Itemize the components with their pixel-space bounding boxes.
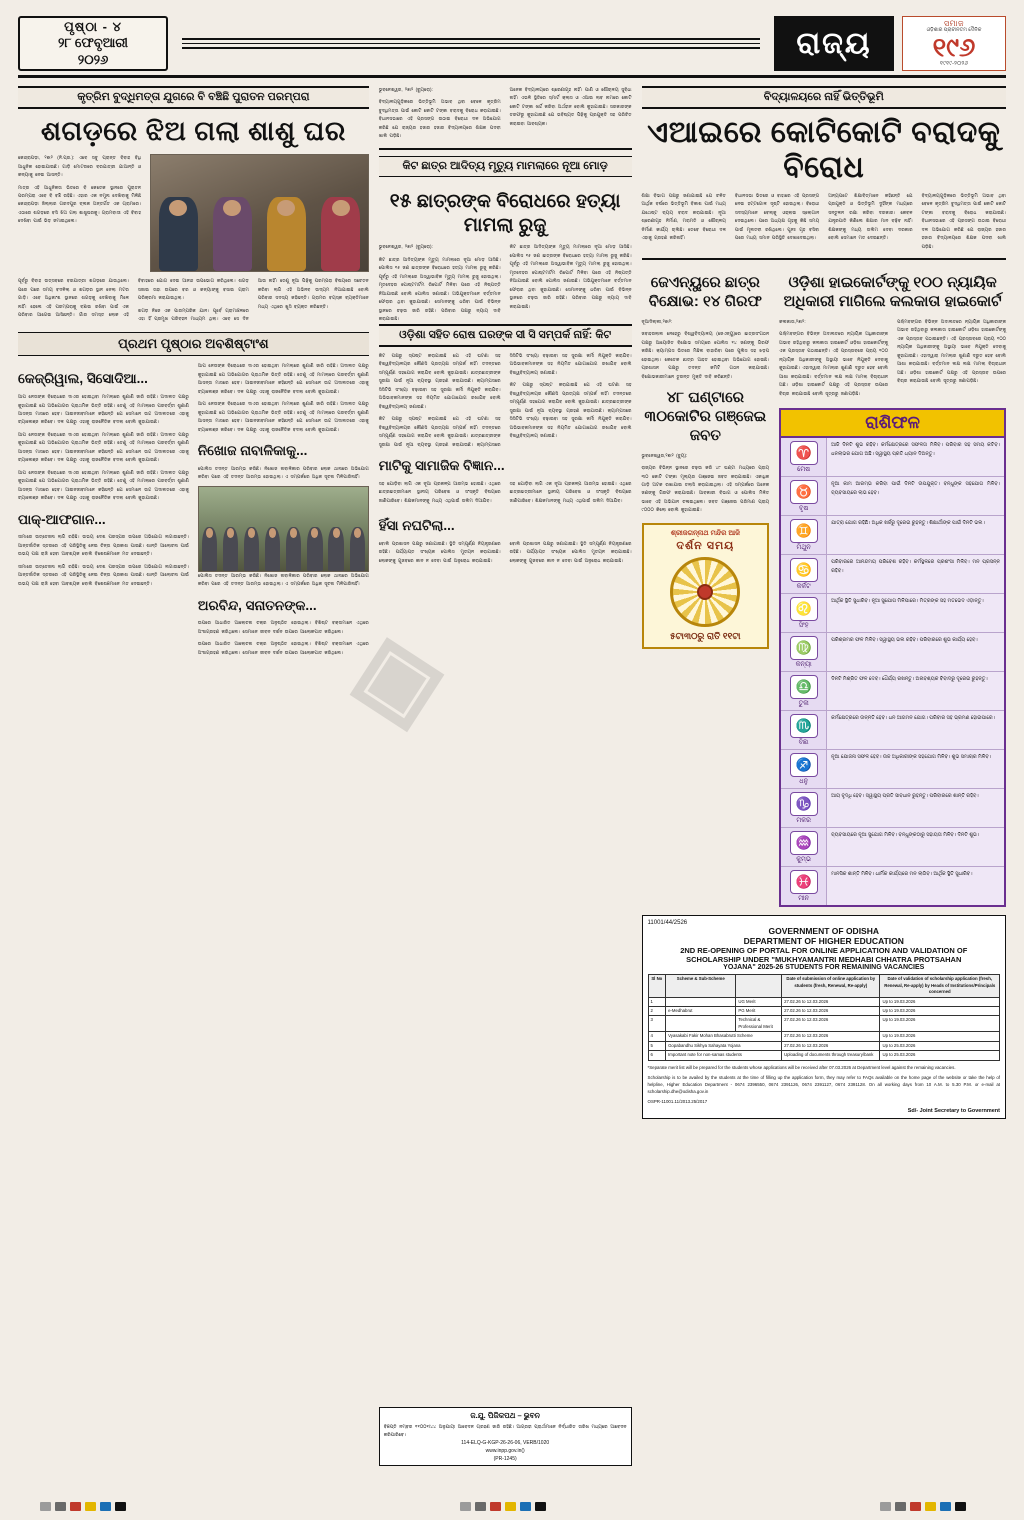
masthead-rule bbox=[176, 16, 766, 71]
aries-icon bbox=[781, 438, 827, 476]
cell bbox=[666, 997, 736, 1006]
sign-name: ବୃଷ bbox=[799, 505, 809, 513]
mid-story-0-dateline: ଭୁବନେଶ୍ୱର, ୨୭ା୨ (ବ୍ୟୁରୋ): bbox=[378, 244, 433, 250]
color-registration-bars bbox=[0, 1500, 1024, 1516]
cell: Up to 25.03.2026 bbox=[880, 1041, 1000, 1050]
col-header-3: Date of submission of online application by students (fresh, Renewal, Re-apply) bbox=[782, 975, 880, 997]
cell: e-Medhabrut bbox=[666, 1007, 736, 1016]
aquarius-icon bbox=[781, 828, 827, 866]
cell: Up to 19.03.2026 bbox=[880, 1016, 1000, 1032]
sign-name: ମିଥୁନ bbox=[796, 544, 811, 552]
ad-id: 11001/44/2526 bbox=[647, 920, 688, 927]
sign-name: ବିଛା bbox=[798, 739, 809, 747]
sign-name: ସିଂହ bbox=[798, 622, 809, 630]
sign-name: ତୁଳା bbox=[798, 700, 809, 708]
lead-left-para-1: ପୂର୍ବରୁ ବିବାହ ଉତ୍ସବରେ ବରଯାତ୍ରୀ ଶଗଡ଼ରେ ଯାଉଥିଲେ। ପରେ ପରେ ସମୟ ବଦଳିଲା ଓ ଶଗଡ଼ର ସ୍ଥାନ ନେଲା ମଟର ଗାଡ଼ି। ଏବେ ଅଧିକାଂଶ ସ୍ଥାନରେ ଶଗଡ଼କୁ ଦେଖିବାକୁ ମିଳେ ନାହିଁ। ହେଲେ ଏହି ପରମ୍ପରାକୁ ବଞ୍ଚାଇ ରଖିବା ପାଇଁ ଏକ ପରିବାର ଆଗେଇ ଆସିଛନ୍ତି। ଗାଁର ସମସ୍ତ ଲୋକ ଏହି ବିବାହରେ ଯୋଗ ଦେଇ ଆନନ୍ଦ ଉପଭୋଗ କରିଥିଲେ। ଶଗଡ଼ ସଜାଇ ତାହା ଉପରେ ବର ଓ କନ୍ୟାଙ୍କୁ ବସାଇ ଗ୍ରାମ ପରିକ୍ରମା କରାଯାଇଥିଲା। bbox=[18, 278, 249, 317]
continued-text-0c: ଆପ ନେତାଙ୍କ ବିରୋଧରେ ଦାଏର ହୋଇଥିବା ମାମଲାରେ ଶୁଣାଣି ଜାରି ରହିଛି। ଅଦାଲତ ପକ୍ଷରୁ କୁହାଯାଇଛି ଯେ ଅଭିଯୋଗର ପ୍ରାଥମିକ ଭିତ୍ତି ରହିଛି। ତେଣୁ ଏହି ମାମଲାରେ ପରବର୍ତ୍ତୀ ଶୁଣାଣି ଆସନ୍ତା ମାସରେ ହେବ। ଆଇନଜୀବୀମାନେ କହିଛନ୍ତି ଯେ ସେମାନେ ଉଚ୍ଚ ଅଦାଲତରେ ଏହାକୁ ଚ୍ୟାଲେଞ୍ଜ କରିବେ। ଦଳ ପକ୍ଷରୁ ଏହାକୁ ରାଜନୈତିକ ବଦଲା ବୋଲି କୁହାଯାଇଛି। bbox=[18, 469, 189, 501]
ad-title-line1: 2ND RE-OPENING OF PORTAL FOR ONLINE APPLICATION AND VALIDATION OF bbox=[680, 946, 968, 956]
sagittarius-glyph: ♐ bbox=[790, 753, 818, 777]
lead-right-para-3: ବିଧାନସଭା ଭିତରେ ଓ ବାହାରେ ଏହି ପ୍ରସଙ୍ଗ ନେଇ ହଟ୍ଟଗୋଳ ସୃଷ୍ଟି ହୋଇଥିଲା। ବିରୋଧୀ ସଦସ୍ୟମାନେ ବେଲ୍‌କୁ ଓହ୍ଲାଇ ସ୍ଲୋଗାନ ଦେଇଥିଲେ। ପରେ ଅଧ୍ୟକ୍ଷ ଗୃହକୁ କିଛି ସମୟ ପାଇଁ ମୂଲତବୀ ରଖିଥିଲେ। ପୁନଃ ଗୃହ ବସିବା ପରେ ମଧ୍ୟ ସମାନ ପରିସ୍ଥିତି ଦେଖାଦେଇଥିଲା। bbox=[734, 193, 820, 241]
horoscope-title: ରାଶିଫଳ bbox=[781, 410, 1004, 438]
ad-signature: Sd/- Joint Secretary to Government bbox=[907, 1107, 1000, 1114]
sign-text: ନୂଆ କାମ ଆରମ୍ଭ କରିବା ପାଇଁ ଦିନଟି ଉପଯୁକ୍ତ। ବନ୍ଧୁଙ୍କ ସହଯୋଗ ମିଳିବ। ବ୍ୟବସାୟରେ ଲାଭ ହେବ। bbox=[831, 481, 1000, 496]
table-row bbox=[648, 1041, 999, 1050]
continued-title-2: ପାକ୍‌-ଆଫଗାନ... bbox=[18, 511, 106, 527]
section-title: ରାଜ୍ୟ bbox=[774, 16, 894, 71]
lead-left-dateline: କେନ୍ଦ୍ରାପଡ଼ା, ୨୭ା୨ (ନି.ପ୍ର.): ଏବେ ସବୁ ପ୍ରାନ୍ତ ବିବାହ ବିଧି ଆଧୁନିକ ହୋଇଯାଇଛି। ଗାଡ଼ି ମୋଟରରେ ବରଯାତ୍ରୀ ଯାଆନ୍ତି ଓ କନ୍ୟାକୁ ନେଇ ଆସନ୍ତି। bbox=[18, 155, 142, 178]
cell: 27.02.26 to 12.03.2026 bbox=[782, 1032, 880, 1041]
small-ad bbox=[379, 1407, 632, 1466]
cell: PG Merit bbox=[736, 1007, 782, 1016]
ad-schedule-table bbox=[648, 974, 1000, 1060]
sign-name: କନ୍ୟା bbox=[795, 661, 812, 669]
libra-icon bbox=[781, 672, 827, 710]
ad-title-line3: YOJANA" 2025-26 STUDENTS FOR REMAINING VACANCIES bbox=[723, 964, 925, 972]
leo-icon bbox=[781, 594, 827, 632]
sign-text: କର୍ମକ୍ଷେତ୍ରରେ ଉନ୍ନତି ହେବ। ଧନ ଆଗମନ ଯୋଗ। ପରିବାର ସହ ଭ୍ରମଣ ହୋଇପାରେ। bbox=[831, 715, 995, 722]
continued-text-1: ପୋଲିସ ତଦନ୍ତ ଆରମ୍ଭ କରିଛି। ନିଖୋଜ ନାବାଳିକାର ପରିବାର ଲୋକ ଥାନାରେ ଅଭିଯୋଗ କରିବା ପରେ ଏହି ତଦନ୍ତ ଆରମ୍ଭ ହୋଇଥିଲା। ଏ ସମ୍ପର୍କରେ ଅଧିକ ସୂଚନା ମିଳିପାରିନାହିଁ। bbox=[197, 465, 369, 480]
lead-right-para-2: ଶିକ୍ଷା ବିଭାଗ ପକ୍ଷରୁ ଜଣାଯାଇଛି ଯେ ଚଳିତ ଆର୍ଥିକ ବର୍ଷରେ ଭିତ୍ତିଭୂମି ବିକାଶ ପାଇଁ ମଧ୍ୟ ଯଥେଷ୍ଟ ବ୍ୟୟ ବରାଦ କରାଯାଇଛି। ନୂଆ ଶ୍ରେଣୀଗୃହ ନିର୍ମାଣ, ମରାମତି ଓ ଶୌଚାଳୟ ନିର୍ମାଣ କାର୍ଯ୍ୟ ଚାଲିଛି। ତେବେ ବିରୋଧୀ ଦଳ ଏହାକୁ ଗ୍ରହଣ କରିନାହିଁ। bbox=[641, 193, 726, 241]
mid-story-1-text-c: କିଟ ପକ୍ଷରୁ ସ୍ପଷ୍ଟ କରାଯାଇଛି ଯେ ଏହି ଘଟଣା ସହ ବିଶ୍ୱବିଦ୍ୟାଳୟର କୌଣସି ପ୍ରତ୍ୟକ୍ଷ ସମ୍ପର୍କ ନାହିଁ। ତଦନ୍ତରେ ସମ୍ପୂର୍ଣ୍ଣ ସହଯୋଗ କରାଯିବ ବୋଲି କୁହାଯାଇଛି। ଛାତ୍ରଛାତ୍ରୀଙ୍କ ସୁରକ୍ଷା ପାଇଁ ନୂଆ ବ୍ୟବସ୍ଥା ଗ୍ରହଣ କରାଯାଉଛି। କ୍ୟାମ୍ପସରେ ସିସିଟିଭି ସଂଖ୍ୟା ବଢ଼ାଇବା ସହ ସୁରକ୍ଷା କର୍ମୀ ନିଯୁକ୍ତି କରାଯିବ। ଅଭିଭାବକମାନଙ୍କ ସହ ନିୟମିତ ଯୋଗାଯୋଗ ରଖାଯିବ ବୋଲି ବିଶ୍ୱବିଦ୍ୟାଳୟ ଜଣାଇଛି। bbox=[509, 382, 632, 439]
cell: 5 bbox=[648, 1041, 666, 1050]
mid-story-2-text-b: ସହ ଯୋଡ଼ିବା ଲାଗି ଏକ ନୂଆ ପ୍ରକଳ୍ପ ଆରମ୍ଭ ହୋଇଛି। ଏଥିରେ ଛାତ୍ରଛାତ୍ରୀମାନେ ସ୍ଥାନୀୟ ପରିବେଶ ଓ ସଂସ୍କୃତି ବିଷୟରେ ଜାଣିପାରିବେ। ଶିକ୍ଷକମାନଙ୍କୁ ମଧ୍ୟ ଏଥିପାଇଁ ତାଲିମ ଦିଆଯିବ। bbox=[509, 480, 632, 503]
ad-note-2: Scholarship is to be availed by the students at the time of filling up the application form, they may refer to FAQs available on the home page of the website or take the help of helpline, Higher Education Department - 0674 2396550, 0674 2391126, 0674 2391127, 0674 2391128. On all working days from 10 A.M. to 5.30 P.M. or e-mail at scholarship.dhe@odisha.gov.in bbox=[647, 1074, 1000, 1094]
col3-story-0-dateline: ନୂଆଦିଲ୍ଲୀ,୨୭ା୨: bbox=[641, 318, 673, 324]
sign-text: ନୂଆ ଯୋଜନା ସଫଳ ହେବ। ଉଚ୍ଚ ଅଧିକାରୀଙ୍କ ସହଯୋଗ ମିଳିବ। ଶୁଭ ସମାଚାର ମିଳିବ। bbox=[831, 754, 992, 761]
page-number-label: ପୃଷ୍ଠା - ୪ bbox=[64, 19, 122, 35]
temple-timing-box bbox=[642, 523, 770, 649]
lead-right-col-2: ଅନେକ ବିଦ୍ୟାଳୟରେ ଶ୍ରେଣୀଗୃହ ନାହିଁ। ପାଣି ଓ ଶୌଚାଳୟ ସୁବିଧା ନାହିଁ। ଏଭଳି ସ୍ଥିତିରେ ସ୍ମାର୍ଟ କ୍ଲାସ ଓ ଏଆଇ ଲାବ ନାମରେ କୋଟି କୋଟି ଟଙ୍କା ଖର୍ଚ୍ଚ କରିବା ଅର୍ଥହୀନ ବୋଲି କୁହାଯାଇଛି। ସରକାରଙ୍କ ତରଫରୁ କୁହାଯାଇଛି ଯେ ଭବିଷ୍ୟତ ପିଢ଼ିକୁ ପ୍ରଯୁକ୍ତି ସହ ପରିଚିତ କରାଇବା ଆବଶ୍ୟକ। bbox=[509, 87, 632, 126]
small-ad-site: www.inpp.gov.in() bbox=[485, 1448, 525, 1454]
cell: Technical & Professional Merit bbox=[736, 1016, 782, 1032]
lead-photo-wedding bbox=[150, 154, 369, 272]
page-date-block bbox=[18, 16, 168, 71]
lead-right-col-0: ଭୁବନେଶ୍ୱର, ୨୭ା୨ (ବ୍ୟୁରୋ): bbox=[378, 87, 433, 92]
cell: 1 bbox=[648, 997, 666, 1006]
logo-tagline: ଓଡ଼ିଶାର ପ୍ରାଚୀନତମ ଦୈନିକ bbox=[926, 27, 982, 34]
capricorn-glyph: ♑ bbox=[790, 792, 818, 816]
masthead bbox=[18, 16, 1006, 78]
leo-glyph: ♌ bbox=[790, 597, 818, 621]
mid-story-2-text: ସହ ଯୋଡ଼ିବା ଲାଗି ଏକ ନୂଆ ପ୍ରକଳ୍ପ ଆରମ୍ଭ ହୋଇଛି। ଏଥିରେ ଛାତ୍ରଛାତ୍ରୀମାନେ ସ୍ଥାନୀୟ ପରିବେଶ ଓ ସଂସ୍କୃତି ବିଷୟରେ ଜାଣିପାରିବେ। ଶିକ୍ଷକମାନଙ୍କୁ ମଧ୍ୟ ଏଥିପାଇଁ ତାଲିମ ଦିଆଯିବ। bbox=[378, 480, 501, 503]
content-grid bbox=[18, 86, 1006, 1466]
horoscope-row bbox=[781, 633, 1004, 672]
lead-right-para-4: ଅନ୍ୟପଟେ ଶିକ୍ଷାବିତ୍‌ମାନେ କହିଛନ୍ତି ଯେ ପ୍ରଯୁକ୍ତି ଓ ଭିତ୍ତିଭୂମି ଦୁହିଁଙ୍କ ମଧ୍ୟରେ ସନ୍ତୁଳନ ରକ୍ଷା କରିବା ଦରକାର। କେବଳ ଯନ୍ତ୍ରପାତି କିଣିଲେ ଶିକ୍ଷାର ମାନ ବଢ଼ିବ ନାହିଁ। ଶିକ୍ଷକଙ୍କୁ ମଧ୍ୟ ତାଲିମ ଦେବା ଦରକାର ବୋଲି ସେମାନେ ମତ ଦେଇଛନ୍ତି। bbox=[828, 193, 913, 241]
libra-glyph: ♎ bbox=[790, 675, 818, 699]
publication-date: ୨୮ ଫେବୃଆରୀ bbox=[57, 35, 128, 51]
cell: Up to 19.03.2026 bbox=[880, 1032, 1000, 1041]
column-left bbox=[18, 86, 369, 1466]
table-row bbox=[648, 1007, 999, 1016]
temple-box-line1: ଶ୍ରୀଜଗନ୍ନାଥ ମନ୍ଦିର ଆଜି bbox=[670, 529, 740, 537]
continued-text-1b: ପୋଲିସ ତଦନ୍ତ ଆରମ୍ଭ କରିଛି। ନିଖୋଜ ନାବାଳିକାର ପରିବାର ଲୋକ ଥାନାରେ ଅଭିଯୋଗ କରିବା ପରେ ଏହି ତଦନ୍ତ ଆରମ୍ଭ ହୋଇଥିଲା। ଏ ସମ୍ପର୍କରେ ଅଧିକ ସୂଚନା ମିଳିପାରିନାହିଁ। bbox=[197, 572, 369, 587]
sign-text: ଦିନଟି ମିଶ୍ରିତ ଫଳ ଦେବ। ଧୈର୍ଯ୍ୟ ରଖନ୍ତୁ। ଅନାବଶ୍ୟକ ବିବାଦରୁ ଦୂରେଇ ରୁହନ୍ତୁ। bbox=[831, 676, 988, 683]
lead-left-para-0: ମାତ୍ର ଏହି ଆଧୁନିକତା ଭିତରେ ବି କେତେକ ସ୍ଥାନରେ ପୁରାତନ ପରମ୍ପରା ଏବେ ବି ବଞ୍ଚି ରହିଛି। ଏହାର ଏକ ନମୁନା ଦେଖିବାକୁ ମିଳିଛି କେନ୍ଦ୍ରାପଡ଼ା ଜିଲ୍ଲାର ଗରଦପୁର ବ୍ଲକ ଅନ୍ତର୍ଗତ ଏକ ଗ୍ରାମରେ। ଏଠାରେ ଶଗଡ଼ରେ ବସି ଝିଅ ଗଲା ଶାଶୁଘରକୁ। ଗ୍ରାମବାସୀ ଏହି ବିବାହ ଦେଖିବା ପାଇଁ ଭିଡ଼ ଜମାଇଥିଲେ। bbox=[18, 184, 142, 224]
small-ad-ref: (PR-1245) bbox=[493, 1456, 517, 1462]
logo-years: ୧୯୧୯-୨୦୨୬ bbox=[939, 60, 969, 67]
scorpio-glyph: ♏ bbox=[790, 714, 818, 738]
continued-title-3: ଅରବିନ୍ଦ, ସନାତନଙ୍କ... bbox=[197, 597, 317, 613]
horoscope-panel bbox=[779, 408, 1006, 907]
cell: 27.02.26 to 12.03.2026 bbox=[782, 1041, 880, 1050]
col3-story-2-text-b: ପଶ୍ଚିମବଙ୍ଗର ବିଭିନ୍ନ ଅଦାଲତରେ ନ୍ୟାୟିକ ଅଧିକାରୀଙ୍କ ଅଭାବ ରହିଥିବାରୁ କଲକାତା ହାଇକୋର୍ଟ ଓଡ଼ିଶା ହାଇକୋର୍ଟଙ୍କୁ ଏକ ପ୍ରସ୍ତାବ ପଠାଇଛନ୍ତି। ଏହି ପ୍ରସ୍ତାବରେ ପ୍ରାୟ ୧୦୦ ନ୍ୟାୟିକ ଅଧିକାରୀଙ୍କୁ ଅସ୍ଥାୟୀ ଭାବେ ନିଯୁକ୍ତି ଦେବାକୁ କୁହାଯାଇଛି। ଏହାଦ୍ୱାରା ମାମଲାର ଶୁଣାଣି ଦ୍ରୁତ ହେବ ବୋଲି ଆଶା କରାଯାଉଛି। ବର୍ତ୍ତମାନ ଲକ୍ଷ ଲକ୍ଷ ମାମଲା ବିଚାରାଧୀନ ଅଛି। ଓଡ଼ିଶା ହାଇକୋର୍ଟ ପକ୍ଷରୁ ଏହି ପ୍ରସ୍ତାବ ଉପରେ ବିଚାର କରାଯାଉଛି ବୋଲି ସୂତ୍ରରୁ ଜଣାପଡ଼ିଛି। bbox=[897, 318, 1006, 384]
cancer-icon bbox=[781, 555, 827, 593]
crowd-photo bbox=[198, 486, 369, 572]
mid-story-0-headline: ୧୫ ଛାତ୍ରଙ୍କ ବିରୋଧରେ ହତ୍ୟା ମାମଲା ରୁଜୁ bbox=[389, 190, 621, 236]
publication-logo bbox=[902, 16, 1006, 71]
ad-note-1: *Separate merit list will be prepared for the students whose applications will be received after 07.03.2026 at Department level against the remaining vacancies. bbox=[647, 1064, 956, 1070]
mid-story-3-text-b: ବୋଲି ପ୍ରଶାସନ ପକ୍ଷରୁ ଜଣାଯାଇଛି। ସ୍ଥିତି ସମ୍ପୂର୍ଣ୍ଣ ନିୟନ୍ତ୍ରଣରେ ରହିଛି। ପର୍ଯ୍ୟାପ୍ତ ସଂଖ୍ୟକ ପୋଲିସ ମୁତୟନ କରାଯାଇଛି। ଲୋକଙ୍କୁ ଗୁଜବରେ କାନ ନ ଦେବା ପାଇଁ ଅନୁରୋଧ କରାଯାଇଛି। bbox=[509, 540, 632, 563]
col3-story-2-dateline: କଲକାତା,୨୭ା୨: bbox=[779, 318, 806, 324]
continued-text-3: ଉପରେ ଆଧାରିତ ଆଲୋଚନା ଚକ୍ର ଅନୁଷ୍ଠିତ ହୋଇଥିଲା। ବିଶିଷ୍ଟ ବକ୍ତାମାନେ ଏଥିରେ ଅଂଶଗ୍ରହଣ କରିଥିଲେ। ସେମାନେ ଜୀବନ ଦର୍ଶନ ଉପରେ ଆଲୋକପାତ କରିଥିଲେ। bbox=[197, 620, 369, 634]
taurus-icon bbox=[781, 477, 827, 515]
sign-text: ଆଜି ଦିନଟି ଶୁଭ ରହିବ। କର୍ମକ୍ଷେତ୍ରରେ ସଫଳତା ମିଳିବ। ପରିବାର ସହ ସମୟ କଟିବ। ଧନଲାଭର ଯୋଗ ଅଛି। ସ୍ୱାସ୍ଥ୍ୟ ପ୍ରତି ଧ୍ୟାନ ଦିଅନ୍ତୁ। bbox=[831, 442, 1000, 457]
cell: 4 bbox=[648, 1032, 666, 1041]
mid-story-1-text-b: କିଟ ପକ୍ଷରୁ ସ୍ପଷ୍ଟ କରାଯାଇଛି ଯେ ଏହି ଘଟଣା ସହ ବିଶ୍ୱବିଦ୍ୟାଳୟର କୌଣସି ପ୍ରତ୍ୟକ୍ଷ ସମ୍ପର୍କ ନାହିଁ। ତଦନ୍ତରେ ସମ୍ପୂର୍ଣ୍ଣ ସହଯୋଗ କରାଯିବ ବୋଲି କୁହାଯାଇଛି। ଛାତ୍ରଛାତ୍ରୀଙ୍କ ସୁରକ୍ଷା ପାଇଁ ନୂଆ ବ୍ୟବସ୍ଥା ଗ୍ରହଣ କରାଯାଉଛି। କ୍ୟାମ୍ପସରେ ସିସିଟିଭି ସଂଖ୍ୟା ବଢ଼ାଇବା ସହ ସୁରକ୍ଷା କର୍ମୀ ନିଯୁକ୍ତି କରାଯିବ। ଅଭିଭାବକମାନଙ୍କ ସହ ନିୟମିତ ଯୋଗାଯୋଗ ରଖାଯିବ ବୋଲି ବିଶ୍ୱବିଦ୍ୟାଳୟ ଜଣାଇଛି। bbox=[378, 352, 632, 447]
lead-right-col-1: ବିଦ୍ୟାଳୟଗୁଡ଼ିକରେ ଭିତ୍ତିଭୂମି ଅଭାବ ଥିବା ବେଳେ କୃତ୍ରିମ ବୁଦ୍ଧିମତ୍ତା ପାଇଁ କୋଟି କୋଟି ଟଙ୍କା ବରାଦକୁ ବିରୋଧ କରାଯାଇଛି। ବିଧାନସଭାରେ ଏହି ପ୍ରସଙ୍ଗ ଉଠାଇ ବିରୋଧୀ ଦଳ ଅଭିଯୋଗ କରିଛି ଯେ ରାଜ୍ୟର ହଜାର ହଜାର ବିଦ୍ୟାଳୟରେ ଶିକ୍ଷକ ପଦବୀ ଖାଲି ପଡ଼ିଛି। bbox=[378, 99, 501, 139]
mid-story-0-text-b: କିଟ ଛାତ୍ର ଆଦିତ୍ୟଙ୍କ ମୃତ୍ୟୁ ମାମଲାରେ ନୂଆ ମୋଡ଼ ଆସିଛି। ପୋଲିସ ୧୫ ଜଣ ଛାତ୍ରଙ୍କ ବିରୋଧରେ ହତ୍ୟା ମାମଲା ରୁଜୁ କରିଛି। ପୂର୍ବରୁ ଏହି ମାମଲାରେ ଅସ୍ୱାଭାବିକ ମୃତ୍ୟୁ ମାମଲା ରୁଜୁ ହୋଇଥିଲା। ମୃତଦେହର ପୋଷ୍ଟମର୍ଟମ ରିପୋର୍ଟ ମିଳିବା ପରେ ଏହି ନିଷ୍ପତ୍ତି ନିଆଯାଇଛି ବୋଲି ପୋଲିସ ଜଣାଇଛି। ଅଭିଯୁକ୍ତମାନେ ବର୍ତ୍ତମାନ ଫେରାର ଥିବା କୁହାଯାଇଛି। ସେମାନଙ୍କୁ ଧରିବା ପାଇଁ ବିଭିନ୍ନ ସ୍ଥାନରେ ଚଢ଼ଉ ଜାରି ରହିଛି। ପରିବାର ପକ୍ଷରୁ ନ୍ୟାୟ ଦାବି କରାଯାଇଛି। bbox=[509, 244, 632, 309]
sign-text: ପରିଶ୍ରମର ଫଳ ମିଳିବ। ସ୍ୱାସ୍ଥ୍ୟ ଭଲ ରହିବ। ପରିବାରରେ ଶୁଭ କାର୍ଯ୍ୟ ହେବ। bbox=[831, 637, 978, 644]
logo-anniversary-number: ୧୯୬ bbox=[932, 31, 976, 62]
continued-text-2: ସୀମାରେ ଉତ୍ତେଜନା ଲାଗି ରହିଛି। ଉଭୟ ଦେଶ ପରସ୍ପର ଉପରେ ଅଭିଯୋଗ ଲଗାଉଛନ୍ତି। ଆନ୍ତର୍ଜାତିକ ସ୍ତରରେ ଏହି ପରିସ୍ଥିତିକୁ ନେଇ ଚିନ୍ତା ପ୍ରକାଶ ପାଇଛି। ଶାନ୍ତି ଆଲୋଚନା ପାଇଁ ଉଭୟ ପକ୍ଷ ରାଜି ହେବା ଆବଶ୍ୟକ ବୋଲି ବିଶେଷଜ୍ଞମାନେ ମତ ଦେଇଛନ୍ତି। bbox=[18, 534, 189, 557]
government-advertisement bbox=[642, 915, 1006, 1119]
small-ad-code: 114-ELQ-G-KGP-26-26-06, VERB/1020 bbox=[461, 1440, 550, 1446]
sign-name: ମେଷ bbox=[797, 466, 811, 474]
cell: 27.02.26 to 12.03.2026 bbox=[782, 1016, 880, 1032]
cell: 27.02.26 to 12.03.2026 bbox=[782, 1007, 880, 1016]
horoscope-row bbox=[781, 750, 1004, 789]
sign-name: ମକର bbox=[796, 817, 811, 825]
sign-text: ଆୟ ବୃଦ୍ଧି ହେବ। ସ୍ୱାସ୍ଥ୍ୟ ପ୍ରତି ସାବଧାନ ରୁହନ୍ତୁ। ପରିବାରରେ ଶାନ୍ତି ରହିବ। bbox=[831, 793, 979, 800]
ad-note-3: OSPR-11001.11/2013.25/2017 bbox=[647, 1098, 708, 1104]
mid-story-2-kicker: ମାଟିକୁ ସାମାଜିକ ବିଜ୍ଞାନ... bbox=[378, 458, 505, 474]
cell: Up to 19.03.2026 bbox=[880, 997, 1000, 1006]
cancer-glyph: ♋ bbox=[790, 558, 818, 582]
pisces-glyph: ♓ bbox=[790, 870, 818, 894]
col3-story-0-headline: ଜେଏନ୍‌ୟୁରେ ଛାତ୍ର ବିକ୍ଷୋଭ: ୧୪ ଗିରଫ bbox=[648, 274, 762, 311]
ad-title-line2: SCHOLARSHIP UNDER "MUKHYAMANTRI MEDHABI CHHATRA PROTSAHAN bbox=[686, 955, 962, 965]
continued-section-band: ପ୍ରଥମ ପୃଷ୍ଠାର ଅବଶିଷ୍ଟାଂଶ bbox=[18, 332, 369, 356]
cell: Up to 19.03.2026 bbox=[880, 1007, 1000, 1016]
table-row bbox=[648, 1016, 999, 1032]
lead-right-headline: ଏଆଇରେ କୋଟିକୋଟି ବରାଦକୁ ବିରୋଧ bbox=[647, 116, 1001, 184]
ad-dept: DEPARTMENT OF HIGHER EDUCATION bbox=[743, 936, 904, 947]
horoscope-row bbox=[781, 711, 1004, 750]
continued-title-1: ନିଖୋଜ ନାବାଳିକାକୁ... bbox=[197, 443, 308, 459]
horoscope-row bbox=[781, 477, 1004, 516]
table-header-row bbox=[648, 975, 999, 997]
col3-story-2-headline: ଓଡ଼ିଶା ହାଇକୋର୍ଟଙ୍କୁ ୧୦୦ ନ୍ୟାୟିକ ଅଧିକାରୀ ମାଗିଲେ କଲକାତା ହାଇକୋର୍ଟ bbox=[783, 274, 1002, 311]
small-ad-body: ବିଜ୍ଞପ୍ତି ନମ୍ବର ୧୧୦୦୧/୪୪ ଅନୁଯାୟୀ ଆବେଦନ ଗ୍ରହଣ ଜାରି ରହିଛି। ଆଗ୍ରହୀ ପ୍ରାର୍ଥୀମାନେ ନିର୍ଦ୍ଧାରିତ ତାରିଖ ମଧ୍ୟରେ ଆବେଦନ କରିପାରିବେ। bbox=[383, 1424, 627, 1437]
continued-text-0: ଆପ ନେତାଙ୍କ ବିରୋଧରେ ଦାଏର ହୋଇଥିବା ମାମଲାରେ ଶୁଣାଣି ଜାରି ରହିଛି। ଅଦାଲତ ପକ୍ଷରୁ କୁହାଯାଇଛି ଯେ ଅଭିଯୋଗର ପ୍ରାଥମିକ ଭିତ୍ତି ରହିଛି। ତେଣୁ ଏହି ମାମଲାରେ ପରବର୍ତ୍ତୀ ଶୁଣାଣି ଆସନ୍ତା ମାସରେ ହେବ। ଆଇନଜୀବୀମାନେ କହିଛନ୍ତି ଯେ ସେମାନେ ଉଚ୍ଚ ଅଦାଲତରେ ଏହାକୁ ଚ୍ୟାଲେଞ୍ଜ କରିବେ। ଦଳ ପକ୍ଷରୁ ଏହାକୁ ରାଜନୈତିକ ବଦଲା ବୋଲି କୁହାଯାଇଛି। bbox=[18, 394, 189, 425]
sagittarius-icon bbox=[781, 750, 827, 788]
chakra-icon bbox=[670, 557, 740, 627]
cell: 27.02.26 to 12.03.2026 bbox=[782, 997, 880, 1006]
small-ad-title: ଜ.ଯୁ. ପିଜିକପଥ – ଭୁବନ bbox=[470, 1411, 540, 1421]
horoscope-row bbox=[781, 672, 1004, 711]
continued-text-0b: ଆପ ନେତାଙ୍କ ବିରୋଧରେ ଦାଏର ହୋଇଥିବା ମାମଲାରେ ଶୁଣାଣି ଜାରି ରହିଛି। ଅଦାଲତ ପକ୍ଷରୁ କୁହାଯାଇଛି ଯେ ଅଭିଯୋଗର ପ୍ରାଥମିକ ଭିତ୍ତି ରହିଛି। ତେଣୁ ଏହି ମାମଲାରେ ପରବର୍ତ୍ତୀ ଶୁଣାଣି ଆସନ୍ତା ମାସରେ ହେବ। ଆଇନଜୀବୀମାନେ କହିଛନ୍ତି ଯେ ସେମାନେ ଉଚ୍ଚ ଅଦାଲତରେ ଏହାକୁ ଚ୍ୟାଲେଞ୍ଜ କରିବେ। ଦଳ ପକ୍ଷରୁ ଏହାକୁ ରାଜନୈତିକ ବଦଲା ବୋଲି କୁହାଯାଇଛି। bbox=[18, 431, 189, 463]
sign-name: ଧନୁ bbox=[799, 778, 809, 786]
sign-text: ମାନସିକ ଶାନ୍ତି ମିଳିବ। ଧାର୍ମିକ କାର୍ଯ୍ୟରେ ମନ ଲାଗିବ। ଆର୍ଥିକ ସ୍ଥିତି ସୁଧାରିବ। bbox=[831, 871, 973, 878]
column-middle bbox=[379, 86, 632, 1466]
horoscope-row bbox=[781, 789, 1004, 828]
col3-story-0-text: ଜବାହରଲାଲ ନେହେରୁ ବିଶ୍ୱବିଦ୍ୟାଳୟ (ଜେଏନ୍‌ୟୁ)ରେ ଛାତ୍ରସଂଗଠନ ପକ୍ଷରୁ ଆୟୋଜିତ ବିକ୍ଷୋଭ ସମୟରେ ପୋଲିସ ୧୪ ଜଣଙ୍କୁ ଗିରଫ କରିଛି। କ୍ୟାମ୍ପସ ଭିତରେ ମିଛିଲ ବାହାରିବା ପରେ ପୁଲିସ ସହ ଝଡ଼ପ ହୋଇଥିଲା। କେତେକ ଛାତ୍ର ଆହତ ହୋଇଥିବା ଅଭିଯୋଗ ହୋଇଛି। ପ୍ରଶାସନ ପକ୍ଷରୁ ତଦନ୍ତ କମିଟି ଗଠନ କରାଯାଇଛି। ବିକ୍ଷୋଭକାରୀମାନେ ତୁରନ୍ତ ମୁକ୍ତି ଦାବି କରିଛନ୍ତି। bbox=[641, 331, 770, 379]
col3-story-1-text: ରାଜ୍ୟର ବିଭିନ୍ନ ସ୍ଥାନରେ ଚଢ଼ଉ କରି ୪୮ ଘଣ୍ଟା ମଧ୍ୟରେ ପ୍ରାୟ ୩୦ କୋଟି ଟଙ୍କା ମୂଲ୍ୟର ଗଞ୍ଜେଇ ଜବତ କରାଯାଇଛି। ଏକାଧିକ ଗାଡ଼ି ଅଟକ ରଖାଯାଇ ତଲାସି କରାଯାଇଥିଲା। ଏହି ସମ୍ପର୍କରେ ଅନେକ ଜଣଙ୍କୁ ଗିରଫ କରାଯାଇଛି। ଆବକାରୀ ବିଭାଗ ଓ ପୋଲିସ ମିଳିତ ଭାବେ ଏହି ଅଭିଯାନ ଚଳାଇଥିଲେ। ଜବତ ଗଞ୍ଜେଇ ପରିମାଣ ପ୍ରାୟ ୯୦୦୦ କିଲୋ ବୋଲି କୁହାଯାଇଛି। bbox=[641, 465, 770, 513]
cell: 6 bbox=[648, 1051, 666, 1060]
continued-title-0: କେଜ୍ରିୱାଲ, ସିସୋଦିଆ... bbox=[18, 371, 148, 387]
table-row bbox=[648, 1032, 999, 1041]
lead-left-kicker: କୃତ୍ରିମ ବୁଦ୍ଧିମତ୍ତା ଯୁଗରେ ବି ବଞ୍ଚିଛି ପୁରାତନ ପରମ୍ପରା bbox=[18, 86, 369, 109]
horoscope-row bbox=[781, 828, 1004, 867]
col-header-0: Sl No bbox=[648, 975, 666, 997]
cell: UG Merit bbox=[736, 997, 782, 1006]
cell: Gopabandhu Sikhya Sahayata Yojana bbox=[666, 1041, 782, 1050]
virgo-glyph: ♍ bbox=[790, 636, 818, 660]
table-row bbox=[648, 997, 999, 1006]
horoscope-row bbox=[781, 516, 1004, 555]
table-row bbox=[648, 1051, 999, 1060]
cell bbox=[666, 1016, 736, 1032]
mid-story-0-text: କିଟ ଛାତ୍ର ଆଦିତ୍ୟଙ୍କ ମୃତ୍ୟୁ ମାମଲାରେ ନୂଆ ମୋଡ଼ ଆସିଛି। ପୋଲିସ ୧୫ ଜଣ ଛାତ୍ରଙ୍କ ବିରୋଧରେ ହତ୍ୟା ମାମଲା ରୁଜୁ କରିଛି। ପୂର୍ବରୁ ଏହି ମାମଲାରେ ଅସ୍ୱାଭାବିକ ମୃତ୍ୟୁ ମାମଲା ରୁଜୁ ହୋଇଥିଲା। ମୃତଦେହର ପୋଷ୍ଟମର୍ଟମ ରିପୋର୍ଟ ମିଳିବା ପରେ ଏହି ନିଷ୍ପତ୍ତି ନିଆଯାଇଛି ବୋଲି ପୋଲିସ ଜଣାଇଛି। ଅଭିଯୁକ୍ତମାନେ ବର୍ତ୍ତମାନ ଫେରାର ଥିବା କୁହାଯାଇଛି। ସେମାନଙ୍କୁ ଧରିବା ପାଇଁ ବିଭିନ୍ନ ସ୍ଥାନରେ ଚଢ଼ଉ ଜାରି ରହିଛି। ପରିବାର ପକ୍ଷରୁ ନ୍ୟାୟ ଦାବି କରାଯାଇଛି। bbox=[378, 256, 501, 322]
watermark: ◈ bbox=[335, 599, 454, 750]
col-header-4: Date of validation of scholarship application (fresh, Renewal, Re-apply) by Heads of Institutions/Principals concerned bbox=[880, 975, 1000, 997]
scorpio-icon bbox=[781, 711, 827, 749]
mid-story-3-text: ବୋଲି ପ୍ରଶାସନ ପକ୍ଷରୁ ଜଣାଯାଇଛି। ସ୍ଥିତି ସମ୍ପୂର୍ଣ୍ଣ ନିୟନ୍ତ୍ରଣରେ ରହିଛି। ପର୍ଯ୍ୟାପ୍ତ ସଂଖ୍ୟକ ପୋଲିସ ମୁତୟନ କରାଯାଇଛି। ଲୋକଙ୍କୁ ଗୁଜବରେ କାନ ନ ଦେବା ପାଇଁ ଅନୁରୋଧ କରାଯାଇଛି। bbox=[378, 540, 501, 563]
column-right bbox=[642, 86, 1006, 1466]
cell: Uploading of documents through treasury/bank bbox=[782, 1051, 880, 1060]
cell: Vyasakabi Fakir Mohan Bhasabrutti Scheme bbox=[666, 1032, 782, 1041]
sign-text: ଆର୍ଥିକ ସ୍ଥିତି ସୁଧାରିବ। ନୂଆ ସୁଯୋଗ ମିଳିପାରେ। ମିତ୍ରଙ୍କ ସହ ମତଭେଦ ଏଡ଼ାନ୍ତୁ। bbox=[831, 598, 984, 605]
gemini-glyph: ♊ bbox=[790, 519, 818, 543]
capricorn-icon bbox=[781, 789, 827, 827]
cell: Important note for non-samas students bbox=[666, 1051, 782, 1060]
sign-name: ମୀନ bbox=[798, 895, 810, 903]
continued-text-3b: ଉପରେ ଆଧାରିତ ଆଲୋଚନା ଚକ୍ର ଅନୁଷ୍ଠିତ ହୋଇଥିଲା। ବିଶିଷ୍ଟ ବକ୍ତାମାନେ ଏଥିରେ ଅଂଶଗ୍ରହଣ କରିଥିଲେ। ସେମାନେ ଜୀବନ ଦର୍ଶନ ଉପରେ ଆଲୋକପାତ କରିଥିଲେ। bbox=[197, 641, 369, 655]
col3-story-1-headline: ୪୮ ଘଣ୍ଟାରେ ୩୦କୋଟିର ଗଞ୍ଜେଇ ଜବତ bbox=[644, 389, 767, 444]
col-header-1: Scheme & Sub-Scheme bbox=[666, 975, 736, 997]
continued-text-2b: ସୀମାରେ ଉତ୍ତେଜନା ଲାଗି ରହିଛି। ଉଭୟ ଦେଶ ପରସ୍ପର ଉପରେ ଅଭିଯୋଗ ଲଗାଉଛନ୍ତି। ଆନ୍ତର୍ଜାତିକ ସ୍ତରରେ ଏହି ପରିସ୍ଥିତିକୁ ନେଇ ଚିନ୍ତା ପ୍ରକାଶ ପାଇଛି। ଶାନ୍ତି ଆଲୋଚନା ପାଇଁ ଉଭୟ ପକ୍ଷ ରାଜି ହେବା ଆବଶ୍ୟକ ବୋଲି ବିଶେଷଜ୍ଞମାନେ ମତ ଦେଇଛନ୍ତି। bbox=[18, 563, 189, 586]
sign-text: ଯାତ୍ରା ଯୋଗ ରହିଛି। ଅଧିକ ଖର୍ଚ୍ଚରୁ ଦୂରେଇ ରୁହନ୍ତୁ। ଶିକ୍ଷାର୍ଥୀଙ୍କ ପାଇଁ ଦିନଟି ଭଲ। bbox=[831, 520, 985, 527]
col3-story-2-text: ପଶ୍ଚିମବଙ୍ଗର ବିଭିନ୍ନ ଅଦାଲତରେ ନ୍ୟାୟିକ ଅଧିକାରୀଙ୍କ ଅଭାବ ରହିଥିବାରୁ କଲକାତା ହାଇକୋର୍ଟ ଓଡ଼ିଶା ହାଇକୋର୍ଟଙ୍କୁ ଏକ ପ୍ରସ୍ତାବ ପଠାଇଛନ୍ତି। ଏହି ପ୍ରସ୍ତାବରେ ପ୍ରାୟ ୧୦୦ ନ୍ୟାୟିକ ଅଧିକାରୀଙ୍କୁ ଅସ୍ଥାୟୀ ଭାବେ ନିଯୁକ୍ତି ଦେବାକୁ କୁହାଯାଇଛି। ଏହାଦ୍ୱାରା ମାମଲାର ଶୁଣାଣି ଦ୍ରୁତ ହେବ ବୋଲି ଆଶା କରାଯାଉଛି। ବର୍ତ୍ତମାନ ଲକ୍ଷ ଲକ୍ଷ ମାମଲା ବିଚାରାଧୀନ ଅଛି। ଓଡ଼ିଶା ହାଇକୋର୍ଟ ପକ୍ଷରୁ ଏହି ପ୍ରସ୍ତାବ ଉପରେ ବିଚାର କରାଯାଉଛି ବୋଲି ସୂତ୍ରରୁ ଜଣାପଡ଼ିଛି। bbox=[779, 331, 889, 396]
aquarius-glyph: ♒ bbox=[790, 831, 818, 855]
mid-story-1-text: କିଟ ପକ୍ଷରୁ ସ୍ପଷ୍ଟ କରାଯାଇଛି ଯେ ଏହି ଘଟଣା ସହ ବିଶ୍ୱବିଦ୍ୟାଳୟର କୌଣସି ପ୍ରତ୍ୟକ୍ଷ ସମ୍ପର୍କ ନାହିଁ। ତଦନ୍ତରେ ସମ୍ପୂର୍ଣ୍ଣ ସହଯୋଗ କରାଯିବ ବୋଲି କୁହାଯାଇଛି। ଛାତ୍ରଛାତ୍ରୀଙ୍କ ସୁରକ୍ଷା ପାଇଁ ନୂଆ ବ୍ୟବସ୍ଥା ଗ୍ରହଣ କରାଯାଉଛି। କ୍ୟାମ୍ପସରେ ସିସିଟିଭି ସଂଖ୍ୟା ବଢ଼ାଇବା ସହ ସୁରକ୍ଷା କର୍ମୀ ନିଯୁକ୍ତି କରାଯିବ। ଅଭିଭାବକମାନଙ୍କ ସହ ନିୟମିତ ଯୋଗାଯୋଗ ରଖାଯିବ ବୋଲି ବିଶ୍ୱବିଦ୍ୟାଳୟ ଜଣାଇଛି। bbox=[378, 352, 501, 409]
logo-name: ସମାଜ bbox=[943, 18, 965, 28]
pisces-icon bbox=[781, 867, 827, 905]
lead-right-kicker: ବିଦ୍ୟାଳୟରେ ନାହିଁ ଭିତ୍ତିଭୂମି bbox=[642, 86, 1006, 109]
col3-story-1-dateline: ଭୁବନେଶ୍ୱର,୨୭ା୨ (ବ୍ୟୁ): bbox=[641, 452, 688, 458]
lead-left-headline: ଶଗଡ଼ରେ ଝିଅ ଗଲା ଶାଶୁ ଘର bbox=[40, 116, 346, 146]
mid-story-3-kicker: ହିଁସା ନଘଟିଲା... bbox=[378, 518, 455, 534]
temple-box-line2: ଦର୍ଶନ ସମୟ bbox=[676, 539, 735, 552]
horoscope-row bbox=[781, 438, 1004, 477]
aries-glyph: ♈ bbox=[790, 441, 818, 465]
lead-right-para-5: ବିଦ୍ୟାଳୟଗୁଡ଼ିକରେ ଭିତ୍ତିଭୂମି ଅଭାବ ଥିବା ବେଳେ କୃତ୍ରିମ ବୁଦ୍ଧିମତ୍ତା ପାଇଁ କୋଟି କୋଟି ଟଙ୍କା ବରାଦକୁ ବିରୋଧ କରାଯାଇଛି। ବିଧାନସଭାରେ ଏହି ପ୍ରସଙ୍ଗ ଉଠାଇ ବିରୋଧୀ ଦଳ ଅଭିଯୋଗ କରିଛି ଯେ ରାଜ୍ୟର ହଜାର ହଜାର ବିଦ୍ୟାଳୟରେ ଶିକ୍ଷକ ପଦବୀ ଖାଲି ପଡ଼ିଛି। bbox=[921, 193, 1006, 249]
mid-story-0-kicker: କିଟ ଛାତ୍ର ଆଦିତ୍ୟ ମୃତ୍ୟୁ ମାମଲାରେ ନୂଆ ମୋଡ଼ bbox=[379, 156, 632, 177]
horoscope-row bbox=[781, 555, 1004, 594]
horoscope-row bbox=[781, 867, 1004, 905]
continued-text-0d: ଆପ ନେତାଙ୍କ ବିରୋଧରେ ଦାଏର ହୋଇଥିବା ମାମଲାରେ ଶୁଣାଣି ଜାରି ରହିଛି। ଅଦାଲତ ପକ୍ଷରୁ କୁହାଯାଇଛି ଯେ ଅଭିଯୋଗର ପ୍ରାଥମିକ ଭିତ୍ତି ରହିଛି। ତେଣୁ ଏହି ମାମଲାରେ ପରବର୍ତ୍ତୀ ଶୁଣାଣି ଆସନ୍ତା ମାସରେ ହେବ। ଆଇନଜୀବୀମାନେ କହିଛନ୍ତି ଯେ ସେମାନେ ଉଚ୍ଚ ଅଦାଲତରେ ଏହାକୁ ଚ୍ୟାଲେଞ୍ଜ କରିବେ। ଦଳ ପକ୍ଷରୁ ଏହାକୁ ରାଜନୈତିକ ବଦଲା ବୋଲି କୁହାଯାଇଛି। bbox=[197, 363, 369, 394]
gemini-icon bbox=[781, 516, 827, 554]
cell: 2 bbox=[648, 1007, 666, 1016]
virgo-icon bbox=[781, 633, 827, 671]
cell: 3 bbox=[648, 1016, 666, 1032]
publication-year: ୨୦୨୬ bbox=[77, 51, 109, 67]
mid-story-1-kicker: ଓଡ଼ିଶା ସହିତ ରୋଷ ଘରଙ୍କ ସୀ ସି ସମ୍ପର୍କ ନାହିଁ: କିଟ bbox=[379, 324, 632, 347]
sign-text: ପରିବାରରେ ଆନନ୍ଦମୟ ପରିବେଶ ରହିବ। କର୍ମସ୍ଥଳରେ ପ୍ରଶଂସା ମିଳିବ। ମନ ପ୍ରସନ୍ନ ରହିବ। bbox=[831, 559, 1000, 574]
col-header-2 bbox=[736, 975, 782, 997]
lead-left-para-2: ଶଗଡ଼ ନିଜେ ଏକ ପାରମ୍ପରିକ ଯାନ। ପୂର୍ବେ ଗ୍ରାମାଞ୍ଚଳରେ ଏହା ହିଁ ପ୍ରମୁଖ ପରିବହନ ମାଧ୍ୟମ ଥିଲା। ଏବେ ସେ ଦିନ ଆଉ ନାହିଁ। ତେଣୁ ନୂଆ ପିଢ଼ିକୁ ପରମ୍ପରା ବିଷୟରେ ସଚେତନ କରିବା ଲାଗି ଏହି ଅଭିନବ ଉଦ୍ୟମ ନିଆଯାଇଛି ବୋଲି ପରିବାର ସଦସ୍ୟ କହିଛନ୍ତି। ଗ୍ରାମର ବୟସ୍କ ବ୍ୟକ୍ତିମାନେ ମଧ୍ୟ ଏଥିରେ ଖୁସି ବ୍ୟକ୍ତ କରିଛନ୍ତି। bbox=[137, 278, 369, 321]
cell: Up to 25.03.2026 bbox=[880, 1051, 1000, 1060]
sign-name: କୁମ୍ଭ bbox=[796, 856, 812, 864]
ad-org: GOVERNMENT OF ODISHA bbox=[768, 926, 880, 937]
sign-name: କର୍କଟ bbox=[796, 583, 811, 591]
temple-box-line3: ୫ଟା୩୦ରୁ ରାତି ୧୧ଟା bbox=[670, 630, 741, 641]
continued-text-0e: ଆପ ନେତାଙ୍କ ବିରୋଧରେ ଦାଏର ହୋଇଥିବା ମାମଲାରେ ଶୁଣାଣି ଜାରି ରହିଛି। ଅଦାଲତ ପକ୍ଷରୁ କୁହାଯାଇଛି ଯେ ଅଭିଯୋଗର ପ୍ରାଥମିକ ଭିତ୍ତି ରହିଛି। ତେଣୁ ଏହି ମାମଲାରେ ପରବର୍ତ୍ତୀ ଶୁଣାଣି ଆସନ୍ତା ମାସରେ ହେବ। ଆଇନଜୀବୀମାନେ କହିଛନ୍ତି ଯେ ସେମାନେ ଉଚ୍ଚ ଅଦାଲତରେ ଏହାକୁ ଚ୍ୟାଲେଞ୍ଜ କରିବେ। ଦଳ ପକ୍ଷରୁ ଏହାକୁ ରାଜନୈତିକ ବଦଲା ବୋଲି କୁହାଯାଇଛି। bbox=[197, 401, 369, 432]
horoscope-row bbox=[781, 594, 1004, 633]
sign-text: ବ୍ୟବସାୟରେ ନୂଆ ସୁଯୋଗ ମିଳିବ। ବନ୍ଧୁଙ୍କଠାରୁ ସହାୟତା ମିଳିବ। ଦିନଟି ଶୁଭ। bbox=[831, 832, 980, 839]
taurus-glyph: ♉ bbox=[790, 480, 818, 504]
